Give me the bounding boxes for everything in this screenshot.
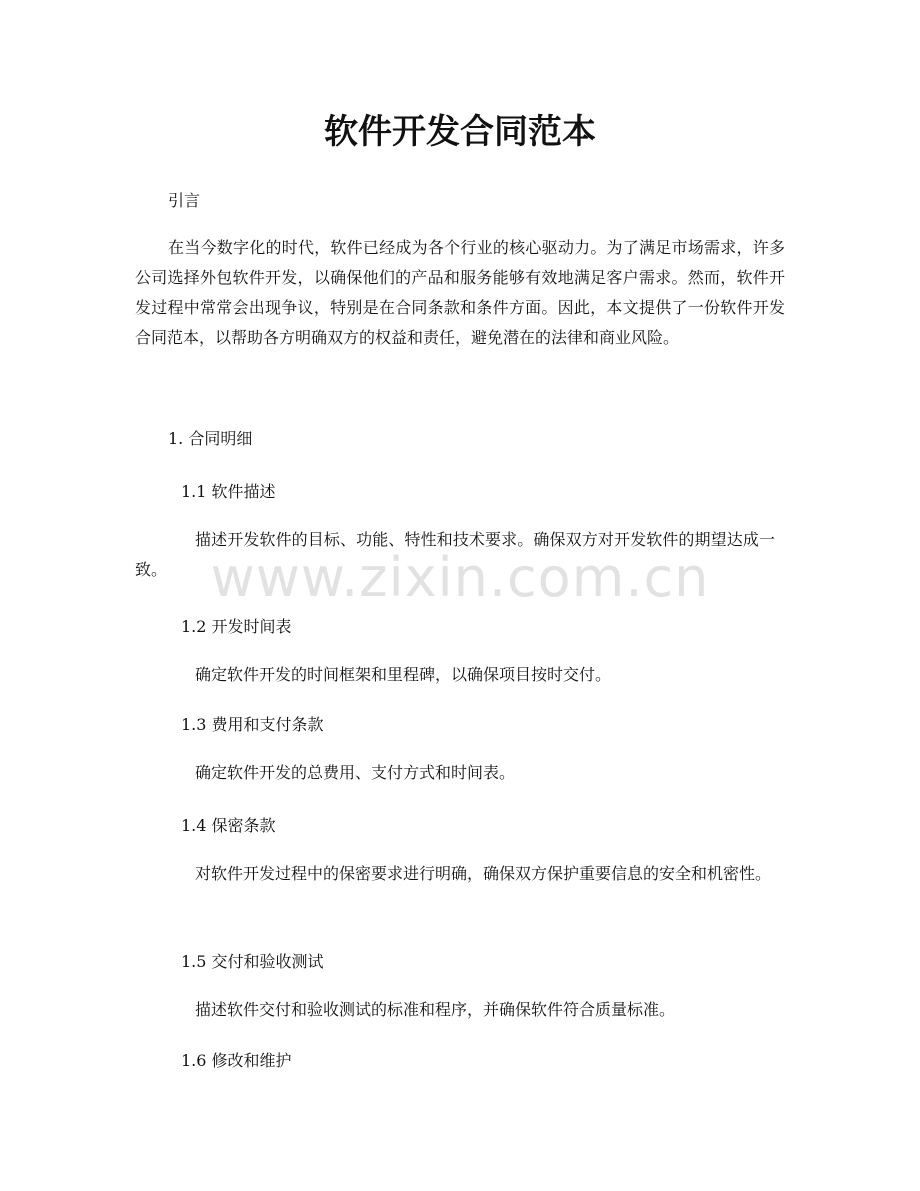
section-heading: 1. 合同明细	[168, 429, 253, 448]
intro-heading: 引言	[168, 191, 201, 210]
item-text: 描述开发软件的目标、功能、特性和技术要求。确保双方对开发软件的期望达成一致。	[135, 530, 775, 579]
item-text: 确定软件开发的时间框架和里程碑，以确保项目按时交付。	[195, 665, 612, 684]
document-title: 软件开发合同范本	[324, 112, 596, 152]
item-heading: 1.3 费用和支付条款	[181, 715, 324, 734]
item-heading: 1.5 交付和验收测试	[181, 952, 324, 971]
item-heading: 1.2 开发时间表	[181, 617, 292, 636]
item-heading: 1.6 修改和维护	[181, 1051, 292, 1070]
item-heading: 1.4 保密条款	[181, 816, 276, 835]
item-heading: 1.1 软件描述	[181, 482, 276, 501]
item-text: 对软件开发过程中的保密要求进行明确，确保双方保护重要信息的安全和机密性。	[195, 864, 772, 883]
intro-paragraph: 在当今数字化的时代，软件已经成为各个行业的核心驱动力。为了满足市场需求，许多公司选择外包软件开发，以确保他们的产品和服务能够有效地满足客户需求。然而，软件开发过程中常常会出现争议，特别是在合同条款和条件方面。因此，本文提供了一份软件开发合同范本，以帮助各方明确双方的权益和责任，避免潜在的法律和商业风险。	[135, 238, 785, 347]
item-text: 确定软件开发的总费用、支付方式和时间表。	[195, 763, 516, 782]
item-text: 描述软件交付和验收测试的标准和程序，并确保软件符合质量标准。	[195, 1000, 676, 1019]
watermark: www.zixin.com.cn	[210, 546, 710, 609]
